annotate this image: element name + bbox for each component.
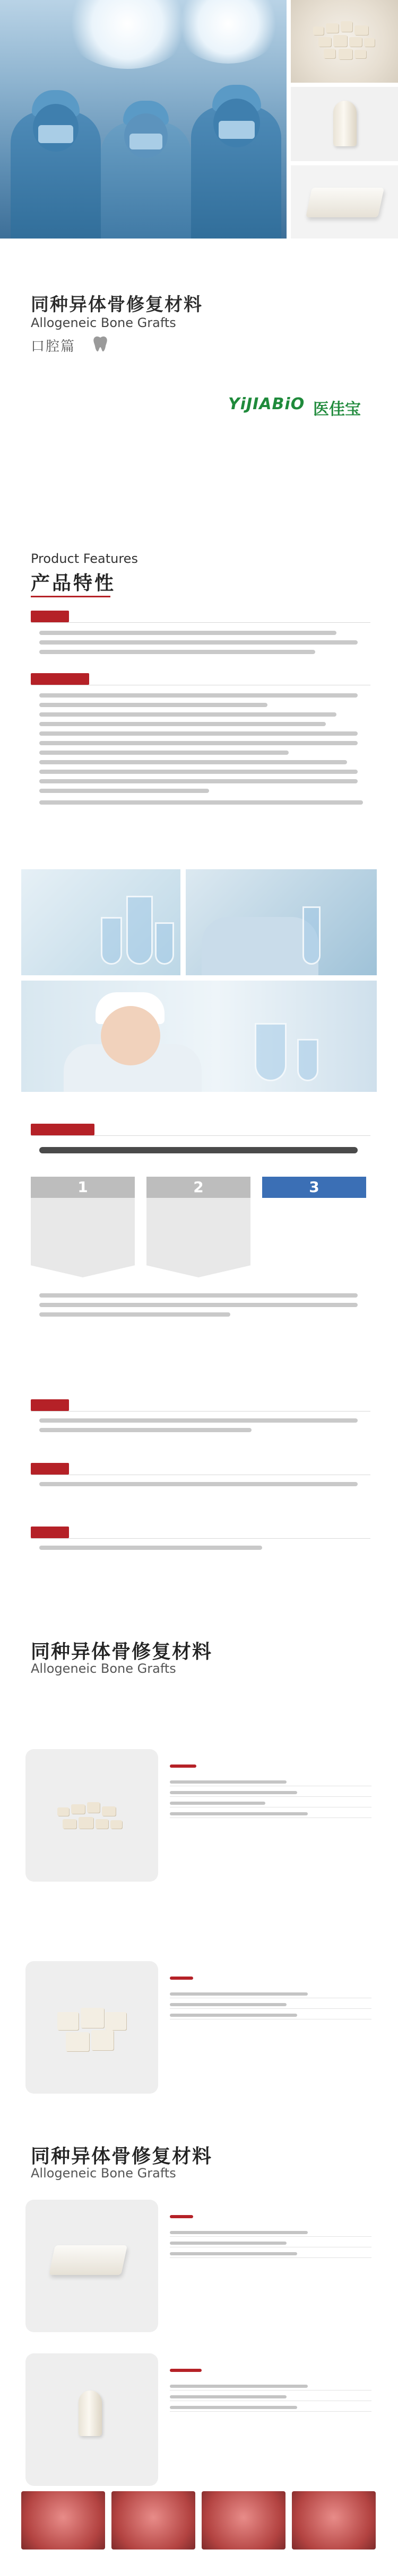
process-card-3 <box>262 1177 366 1277</box>
process-card-number: 3 <box>309 1178 319 1196</box>
hero-section <box>0 0 398 268</box>
text-line <box>39 779 358 783</box>
features-divider <box>31 596 110 597</box>
text-line <box>39 703 267 707</box>
product-name <box>170 1760 196 1770</box>
bone-block-image <box>25 2200 158 2332</box>
brand-logo <box>228 395 382 427</box>
brand-logo-text: YiJIABiO <box>228 395 305 413</box>
lab-gloves-image <box>186 869 377 975</box>
text-line <box>39 760 347 764</box>
section-tag <box>31 611 69 622</box>
clinical-photo <box>21 2491 105 2549</box>
clinical-photo <box>202 2491 285 2549</box>
text-line <box>39 631 336 635</box>
text-line <box>39 1293 358 1298</box>
lab-collage <box>21 869 377 1092</box>
text-line <box>39 800 363 805</box>
text-line <box>39 693 358 698</box>
section-tag <box>31 1463 69 1475</box>
process-card-2 <box>146 1177 250 1277</box>
text-line <box>39 650 315 654</box>
product-spec-table <box>170 2226 371 2258</box>
showcase-title: 同种异体骨修复材料 <box>31 2146 213 2167</box>
bone-granule-image <box>291 0 398 83</box>
bone-cube-image <box>25 1961 158 2094</box>
process-intro <box>39 1147 358 1153</box>
product-name <box>170 2364 202 2374</box>
brand-name: 医佳宝 <box>313 400 361 419</box>
text-line <box>39 770 358 774</box>
product-spec-table <box>170 2380 371 2412</box>
showcase-title: 同种异体骨修复材料 <box>31 1641 213 1663</box>
product-spec-table <box>170 1776 371 1818</box>
product-name <box>170 1972 193 1982</box>
bone-plug-image <box>25 2353 158 2486</box>
text-line <box>39 789 209 793</box>
text-line <box>39 1303 358 1307</box>
section-tag <box>31 1527 69 1538</box>
text-line <box>39 1546 262 1550</box>
showcase-title-en: Allogeneic Bone Grafts <box>31 2166 176 2181</box>
page-subtitle: 口腔篇 <box>31 339 76 355</box>
text-line <box>39 1312 230 1317</box>
clinical-photos <box>21 2491 377 2565</box>
text-line <box>39 722 326 726</box>
section-tag <box>31 673 89 685</box>
product-spec-table <box>170 1988 371 2019</box>
features-heading-en: Product Features <box>31 551 138 566</box>
clinical-photo <box>292 2491 376 2549</box>
process-card-number: 1 <box>77 1178 88 1196</box>
page-title-en: Allogeneic Bone Grafts <box>31 315 176 330</box>
bone-plug-image <box>291 87 398 161</box>
text-line <box>39 712 336 717</box>
text-line <box>39 751 289 755</box>
lab-flask-image <box>21 869 180 975</box>
text-line <box>39 1418 358 1423</box>
showcase-title-en: Allogeneic Bone Grafts <box>31 1661 176 1676</box>
bone-granule-image <box>25 1749 158 1882</box>
product-name <box>170 2210 193 2220</box>
process-card-1 <box>31 1177 135 1277</box>
text-line <box>39 640 358 645</box>
title-section <box>0 268 398 427</box>
tooth-icon <box>91 334 109 352</box>
text-line <box>39 1428 252 1432</box>
page-title: 同种异体骨修复材料 <box>31 294 203 315</box>
text-line <box>39 1482 358 1486</box>
text-line <box>39 741 358 745</box>
clinical-photo <box>111 2491 195 2549</box>
text-line <box>39 731 358 736</box>
section-tag <box>31 1399 69 1411</box>
bone-block-image <box>291 165 398 239</box>
lab-scientist-image <box>21 981 377 1092</box>
features-heading: 产品特性 <box>31 572 116 594</box>
section-tag <box>31 1124 94 1135</box>
hero-surgery-image <box>0 0 287 239</box>
process-card-number: 2 <box>193 1178 204 1196</box>
